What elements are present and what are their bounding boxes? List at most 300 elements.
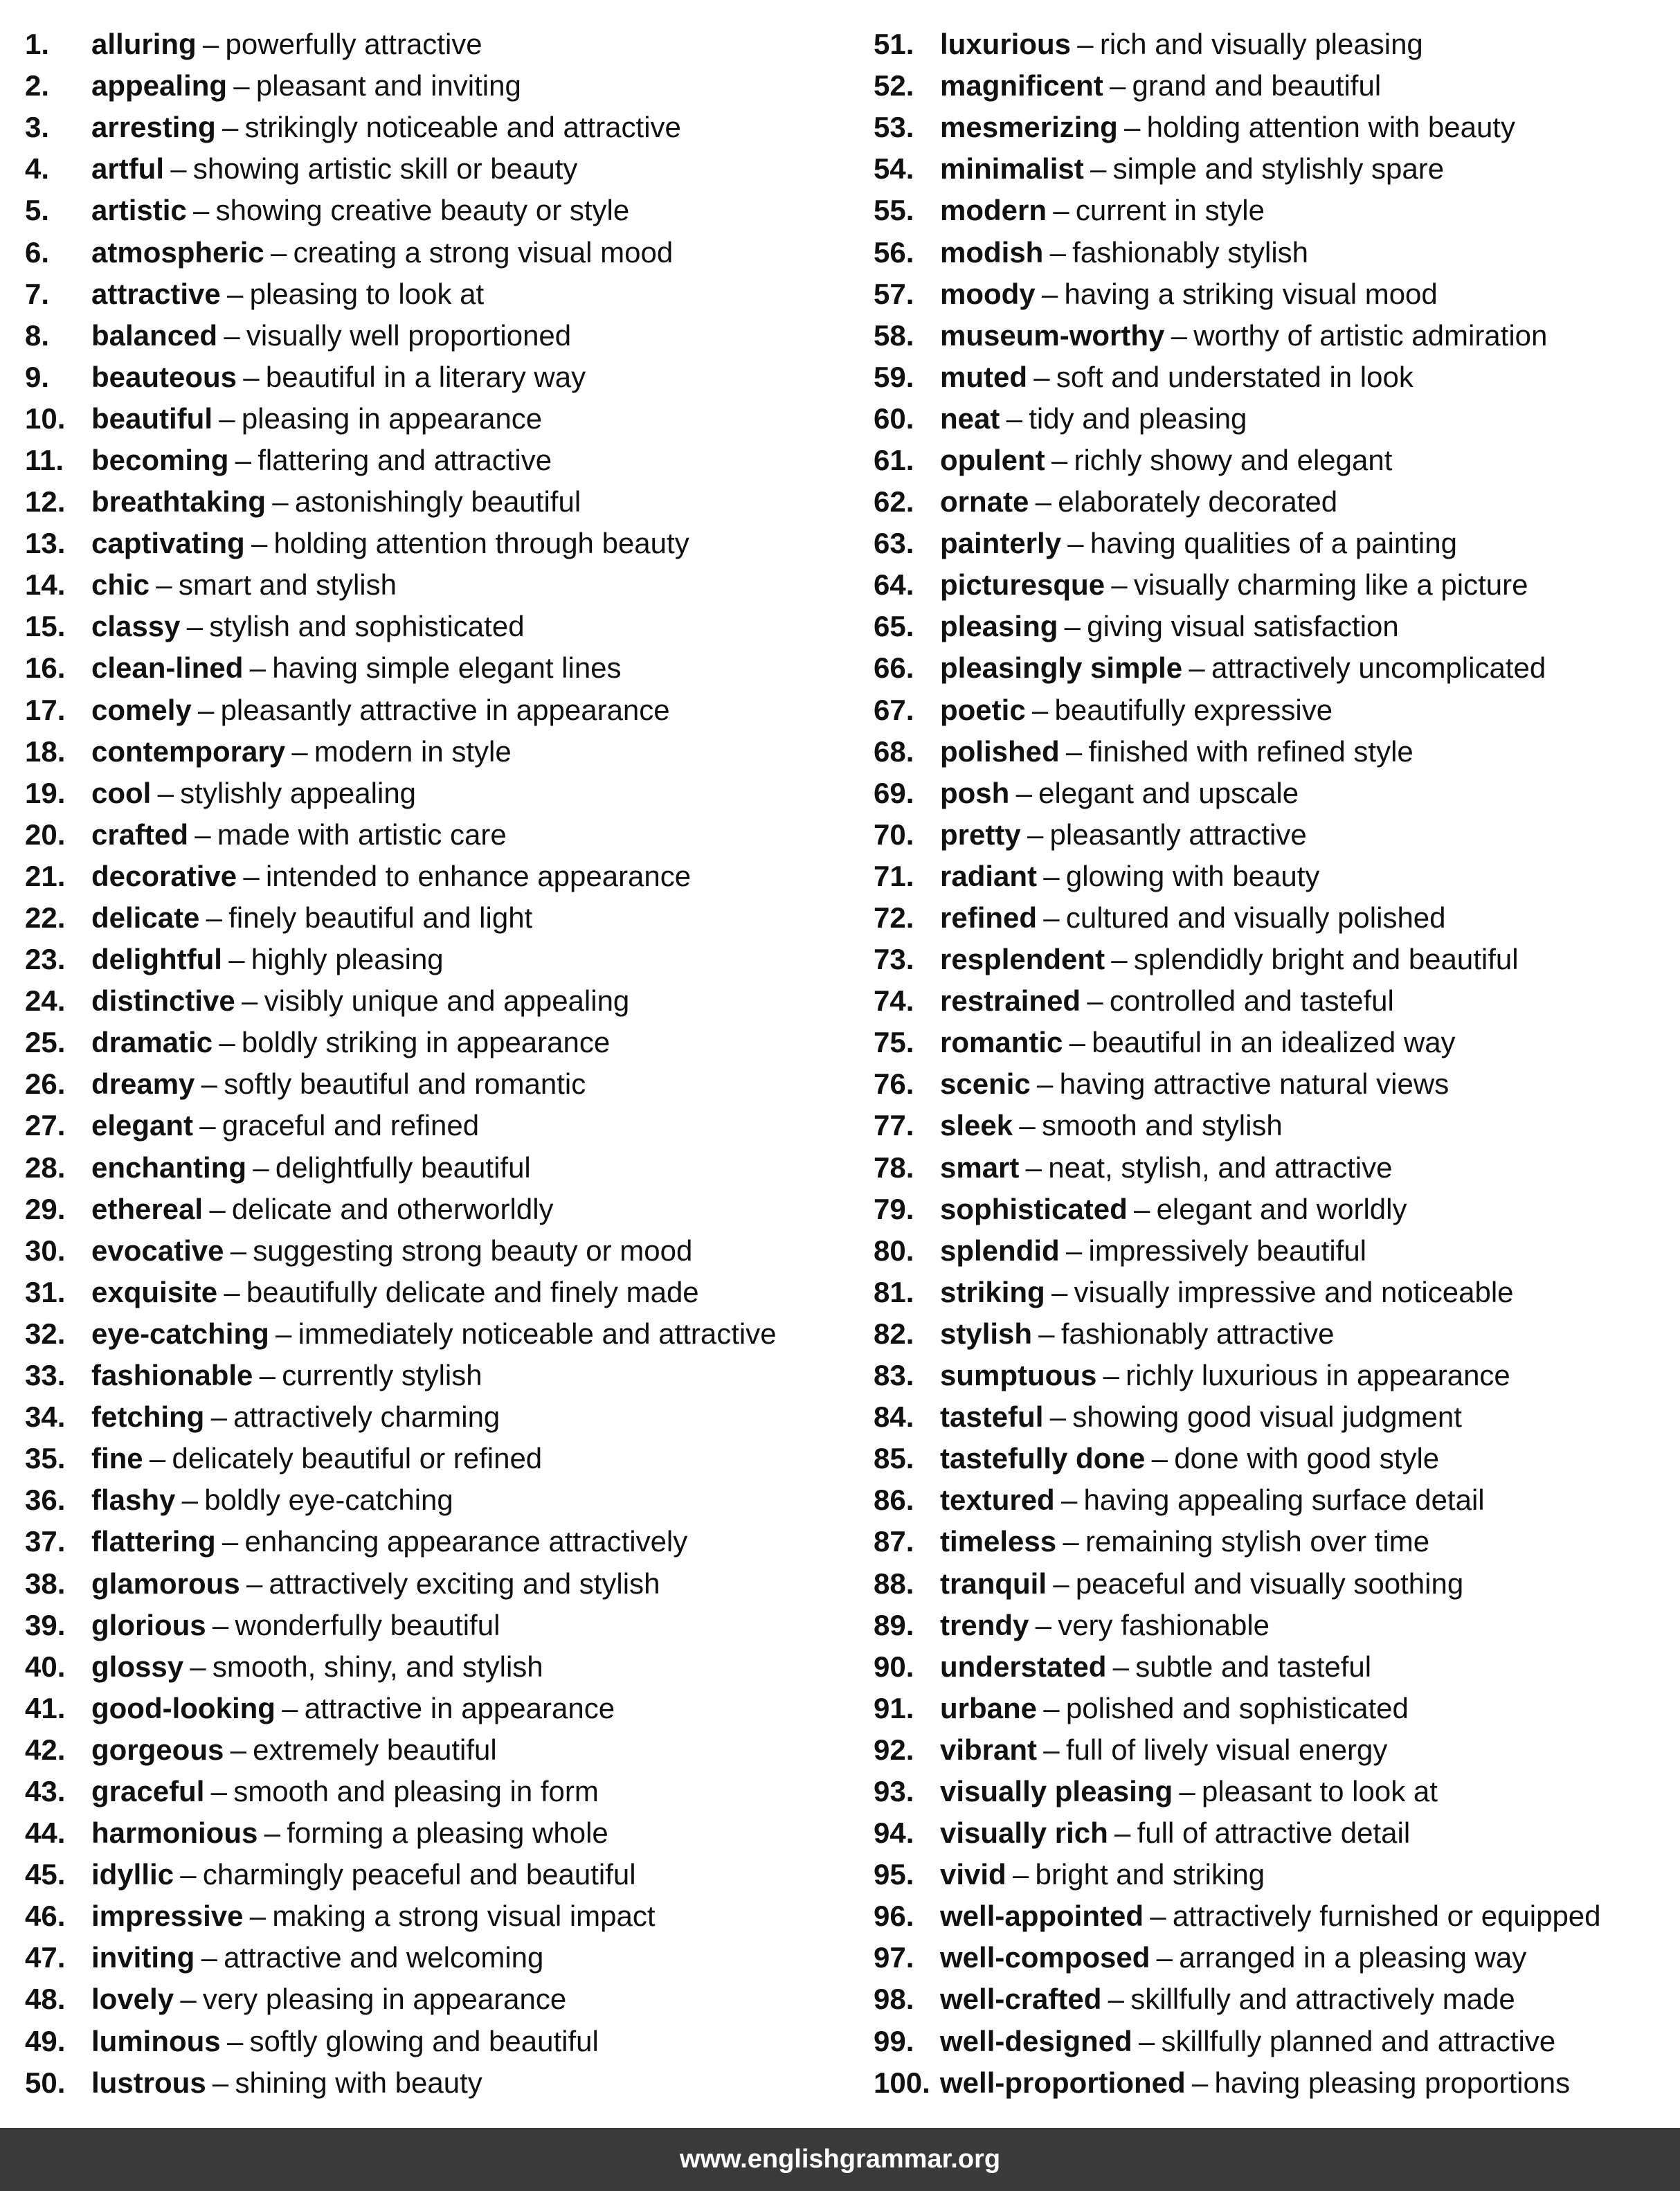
item-term: exquisite (91, 1275, 218, 1308)
item-definition: strikingly noticeable and attractive (244, 111, 681, 144)
list-item (874, 1479, 1670, 1521)
item-term: textured (940, 1484, 1055, 1517)
item-term: luminous (91, 2024, 221, 2057)
list-item (874, 939, 1670, 980)
item-definition: beautifully delicate and finely made (246, 1275, 699, 1308)
item-term: tastefully done (940, 1442, 1146, 1475)
item-term: glossy (91, 1650, 184, 1683)
list-item (874, 481, 1670, 523)
item-separator: – (291, 734, 308, 768)
list-item (25, 107, 849, 148)
item-separator: – (1138, 2024, 1155, 2057)
item-number: 74. (874, 984, 914, 1018)
list-item (25, 1272, 849, 1313)
item-term: striking (940, 1275, 1045, 1308)
list-item (25, 1854, 849, 1895)
item-term: inviting (91, 1941, 195, 1974)
list-item (25, 190, 849, 231)
item-separator: – (1087, 984, 1103, 1018)
item-term: luxurious (940, 28, 1072, 61)
item-definition: showing creative beauty or style (215, 194, 630, 227)
item-number: 2. (25, 69, 50, 102)
item-definition: finely beautiful and light (228, 901, 533, 935)
item-number: 94. (874, 1816, 914, 1850)
item-definition: flattering and attractive (258, 443, 552, 476)
item-definition: finished with refined style (1088, 734, 1413, 768)
item-term: smart (940, 1151, 1020, 1184)
item-number: 28. (25, 1151, 66, 1184)
item-number: 45. (25, 1858, 66, 1891)
item-separator: – (1006, 402, 1022, 435)
item-term: pleasingly simple (940, 651, 1183, 685)
item-number: 25. (25, 1026, 66, 1059)
list-item (25, 897, 849, 939)
item-definition: fashionably attractive (1060, 1317, 1335, 1350)
item-definition: modern in style (314, 734, 512, 768)
item-separator: – (1043, 1733, 1060, 1766)
item-separator: – (235, 443, 251, 476)
item-separator: – (1038, 1317, 1055, 1350)
item-number: 27. (25, 1109, 66, 1142)
list-item (874, 1105, 1670, 1146)
item-separator: – (192, 194, 210, 227)
item-definition: immediately noticeable and attractive (298, 1317, 777, 1350)
item-separator: – (1065, 1234, 1083, 1267)
item-separator: – (227, 277, 244, 310)
item-number: 42. (25, 1733, 66, 1766)
item-number: 4. (25, 152, 50, 186)
item-definition: delightfully beautiful (275, 1151, 531, 1184)
item-definition: simple and stylishly spare (1112, 152, 1445, 186)
list-item (874, 1729, 1670, 1771)
list-item (25, 1605, 849, 1646)
list-item (874, 1313, 1670, 1355)
item-term: tranquil (940, 1567, 1047, 1600)
list-item (874, 2021, 1670, 2062)
item-term: moody (940, 277, 1036, 310)
item-definition: visually impressive and noticeable (1074, 1275, 1514, 1308)
item-term: pretty (940, 818, 1021, 851)
item-definition: beautiful in an idealized way (1092, 1026, 1456, 1059)
item-separator: – (1109, 69, 1126, 102)
footer-url[interactable]: www.englishgrammar.org (679, 2145, 1001, 2174)
item-number: 57. (874, 277, 914, 310)
item-separator: – (1108, 1983, 1124, 2016)
item-number: 65. (874, 610, 914, 643)
item-term: cool (91, 776, 152, 809)
item-number: 59. (874, 360, 914, 393)
item-separator: – (264, 1816, 280, 1850)
item-definition: attractively exciting and stylish (269, 1567, 660, 1600)
item-definition: tidy and pleasing (1029, 402, 1247, 435)
list-item (874, 1978, 1670, 2020)
item-term: crafted (91, 818, 189, 851)
list-item (25, 1937, 849, 1978)
item-definition: showing artistic skill or beauty (192, 152, 578, 186)
item-number: 8. (25, 318, 50, 352)
item-number: 38. (25, 1567, 66, 1600)
list-item (25, 1396, 849, 1438)
item-definition: stylish and sophisticated (209, 610, 525, 643)
list-item (874, 606, 1670, 647)
item-number: 77. (874, 1109, 914, 1142)
item-number: 87. (874, 1525, 914, 1558)
item-definition: smooth, shiny, and stylish (212, 1650, 543, 1683)
item-definition: attractive in appearance (304, 1691, 615, 1724)
item-term: posh (940, 776, 1010, 809)
item-number: 60. (874, 402, 914, 435)
item-definition: pleasant and inviting (255, 69, 521, 102)
item-number: 10. (25, 402, 66, 435)
item-separator: – (209, 1192, 226, 1225)
list-item (874, 1646, 1670, 1688)
item-term: ornate (940, 485, 1029, 519)
item-definition: smooth and stylish (1041, 1109, 1283, 1142)
item-separator: – (202, 28, 219, 61)
item-definition: attractive and welcoming (224, 1941, 544, 1974)
item-number: 23. (25, 943, 66, 976)
list-item (874, 398, 1670, 440)
item-definition: powerfully attractive (225, 28, 482, 61)
item-term: distinctive (91, 984, 235, 1018)
item-definition: worthy of artistic admiration (1193, 318, 1548, 352)
item-number: 18. (25, 734, 66, 768)
item-term: delightful (91, 943, 222, 976)
item-number: 75. (874, 1026, 914, 1059)
item-separator: – (1051, 1275, 1068, 1308)
list-item (874, 1355, 1670, 1396)
item-number: 93. (874, 1774, 914, 1807)
item-term: trendy (940, 1608, 1029, 1641)
list-item (874, 1771, 1670, 1812)
list-item (25, 1105, 849, 1146)
item-separator: – (210, 1400, 227, 1434)
item-term: sophisticated (940, 1192, 1128, 1225)
item-term: urbane (940, 1691, 1038, 1724)
item-definition: very pleasing in appearance (202, 1983, 567, 2016)
item-separator: – (195, 818, 211, 851)
item-number: 71. (874, 859, 914, 892)
item-separator: – (157, 776, 174, 809)
list-item (874, 689, 1670, 731)
item-term: clean-lined (91, 651, 244, 685)
list-item (25, 1688, 849, 1729)
item-definition: visually well proportioned (246, 318, 572, 352)
item-term: breathtaking (91, 485, 267, 519)
item-number: 62. (874, 485, 914, 519)
item-separator: – (272, 485, 289, 519)
item-term: chic (91, 568, 150, 602)
item-term: gorgeous (91, 1733, 224, 1766)
item-definition: visually charming like a picture (1133, 568, 1528, 602)
item-number: 29. (25, 1192, 66, 1225)
list-item (25, 1812, 849, 1854)
item-term: attractive (91, 277, 221, 310)
item-definition: full of lively visual energy (1065, 1733, 1388, 1766)
list-item (874, 564, 1670, 606)
item-definition: beautifully expressive (1054, 693, 1333, 726)
item-term: visually pleasing (940, 1774, 1173, 1807)
list-item (874, 1562, 1670, 1604)
list-item (874, 856, 1670, 897)
item-number: 13. (25, 527, 66, 560)
item-term: vibrant (940, 1733, 1038, 1766)
item-separator: – (201, 1941, 217, 1974)
item-term: resplendent (940, 943, 1105, 976)
item-term: splendid (940, 1234, 1060, 1267)
item-definition: wonderfully beautiful (235, 1608, 500, 1641)
item-term: picturesque (940, 568, 1105, 602)
list-item (25, 398, 849, 440)
item-separator: – (249, 1900, 267, 1933)
list-item (874, 24, 1670, 65)
item-term: lovely (91, 1983, 174, 2016)
list-item (25, 1189, 849, 1230)
item-definition: having pleasing proportions (1214, 2066, 1571, 2099)
item-definition: glowing with beauty (1065, 859, 1320, 892)
item-separator: – (282, 1691, 298, 1724)
list-item (874, 647, 1670, 689)
item-definition: boldly striking in appearance (241, 1026, 611, 1059)
item-number: 98. (874, 1983, 914, 2016)
item-separator: – (1150, 1900, 1166, 1933)
item-definition: done with good style (1174, 1442, 1440, 1475)
item-separator: – (230, 1733, 246, 1766)
list-item (874, 440, 1670, 481)
item-number: 88. (874, 1567, 914, 1600)
item-term: artistic (91, 194, 187, 227)
item-definition: full of attractive detail (1137, 1816, 1411, 1850)
item-separator: – (1063, 1525, 1079, 1558)
item-definition: delicately beautiful or refined (172, 1442, 543, 1475)
item-number: 97. (874, 1941, 914, 1974)
item-term: romantic (940, 1026, 1063, 1059)
item-term: arresting (91, 111, 216, 144)
item-separator: – (1049, 235, 1066, 269)
item-separator: – (243, 859, 260, 892)
item-separator: – (1043, 901, 1060, 935)
item-definition: smart and stylish (178, 568, 397, 602)
item-separator: – (1067, 527, 1084, 560)
item-separator: – (212, 1608, 229, 1641)
item-number: 96. (874, 1900, 914, 1933)
item-separator: – (1111, 568, 1128, 602)
item-definition: having appealing surface detail (1083, 1484, 1485, 1517)
list-item (25, 731, 849, 773)
item-term: beauteous (91, 360, 237, 393)
list-item (25, 1230, 849, 1272)
list-item (874, 1937, 1670, 1978)
list-item (874, 1895, 1670, 1937)
item-number: 82. (874, 1317, 914, 1350)
list-item (874, 731, 1670, 773)
list-item (25, 1895, 849, 1937)
list-item (25, 1022, 849, 1063)
item-separator: – (1124, 111, 1141, 144)
list-item (25, 564, 849, 606)
item-term: dramatic (91, 1026, 213, 1059)
item-term: visually rich (940, 1816, 1108, 1850)
item-number: 41. (25, 1691, 66, 1724)
list-item (25, 231, 849, 273)
list-item (25, 856, 849, 897)
item-number: 72. (874, 901, 914, 935)
item-term: elegant (91, 1109, 194, 1142)
item-separator: – (224, 1275, 240, 1308)
item-number: 19. (25, 776, 66, 809)
item-separator: – (1015, 776, 1032, 809)
item-term: modern (940, 194, 1047, 227)
item-number: 36. (25, 1484, 66, 1517)
item-number: 26. (25, 1067, 66, 1101)
item-number: 54. (874, 152, 914, 186)
list-item (25, 357, 849, 398)
list-item (874, 1022, 1670, 1063)
item-separator: – (1077, 28, 1094, 61)
item-number: 56. (874, 235, 914, 269)
item-number: 53. (874, 111, 914, 144)
item-term: enchanting (91, 1151, 247, 1184)
item-definition: polished and sophisticated (1065, 1691, 1409, 1724)
list-item (874, 980, 1670, 1022)
item-term: balanced (91, 318, 218, 352)
list-item (874, 148, 1670, 190)
item-term: stylish (940, 1317, 1033, 1350)
item-definition: showing good visual judgment (1072, 1400, 1462, 1434)
list-item (874, 1147, 1670, 1189)
item-definition: enhancing appearance attractively (244, 1525, 688, 1558)
item-separator: – (1035, 1608, 1051, 1641)
item-definition: pleasing in appearance (241, 402, 543, 435)
item-number: 78. (874, 1151, 914, 1184)
item-number: 70. (874, 818, 914, 851)
item-separator: – (230, 1234, 247, 1267)
item-term: appealing (91, 69, 228, 102)
item-number: 22. (25, 901, 66, 935)
item-number: 66. (874, 651, 914, 685)
item-separator: – (156, 568, 172, 602)
item-number: 24. (25, 984, 66, 1018)
item-definition: having a striking visual mood (1064, 277, 1438, 310)
item-separator: – (199, 1109, 216, 1142)
item-separator: – (201, 1067, 218, 1101)
item-number: 1. (25, 28, 50, 61)
item-term: becoming (91, 443, 229, 476)
list-item (874, 107, 1670, 148)
item-separator: – (1043, 859, 1060, 892)
item-term: classy (91, 610, 181, 643)
item-separator: – (1053, 194, 1069, 227)
item-number: 30. (25, 1234, 66, 1267)
item-number: 31. (25, 1275, 66, 1308)
item-definition: shining with beauty (235, 2066, 482, 2099)
list-item (25, 939, 849, 980)
item-separator: – (1189, 651, 1205, 685)
list-item (25, 440, 849, 481)
item-definition: very fashionable (1058, 1608, 1270, 1641)
item-number: 16. (25, 651, 66, 685)
list-item (874, 1854, 1670, 1895)
item-definition: subtle and tasteful (1135, 1650, 1372, 1683)
item-separator: – (1035, 485, 1051, 519)
item-definition: intended to enhance appearance (265, 859, 692, 892)
list-item (874, 2062, 1670, 2104)
item-term: tasteful (940, 1400, 1044, 1434)
item-separator: – (222, 1525, 239, 1558)
item-term: eye-catching (91, 1317, 269, 1350)
item-number: 37. (25, 1525, 66, 1558)
item-term: fetching (91, 1400, 205, 1434)
item-term: restrained (940, 984, 1081, 1018)
list-item (874, 773, 1670, 814)
item-definition: softly glowing and beautiful (249, 2024, 599, 2057)
item-number: 76. (874, 1067, 914, 1101)
item-definition: remaining stylish over time (1085, 1525, 1430, 1558)
item-number: 11. (25, 443, 64, 476)
item-definition: visibly unique and appealing (264, 984, 630, 1018)
item-term: refined (940, 901, 1038, 935)
item-separator: – (190, 1650, 206, 1683)
item-separator: – (1151, 1442, 1168, 1475)
item-separator: – (251, 527, 268, 560)
item-definition: giving visual satisfaction (1087, 610, 1399, 643)
item-separator: – (1069, 1026, 1085, 1059)
item-definition: controlled and tasteful (1109, 984, 1394, 1018)
item-term: well-designed (940, 2024, 1132, 2057)
item-term: fashionable (91, 1359, 253, 1392)
item-separator: – (1041, 277, 1058, 310)
item-number: 91. (874, 1691, 914, 1724)
item-term: captivating (91, 527, 245, 560)
item-definition: beautiful in a literary way (265, 360, 586, 393)
list-item (25, 1147, 849, 1189)
item-number: 73. (874, 943, 914, 976)
item-number: 5. (25, 194, 50, 227)
item-number: 64. (874, 568, 914, 602)
item-separator: – (1025, 1151, 1042, 1184)
list-item (25, 1729, 849, 1771)
item-definition: richly luxurious in appearance (1126, 1359, 1510, 1392)
item-definition: softly beautiful and romantic (224, 1067, 586, 1101)
item-term: comely (91, 693, 192, 726)
item-definition: elaborately decorated (1058, 485, 1338, 519)
item-term: scenic (940, 1067, 1031, 1101)
item-definition: attractively furnished or equipped (1172, 1900, 1601, 1933)
item-separator: – (246, 1567, 263, 1600)
item-term: modish (940, 235, 1044, 269)
item-number: 21. (25, 859, 66, 892)
item-number: 35. (25, 1442, 66, 1475)
item-number: 50. (25, 2066, 66, 2099)
item-number: 9. (25, 360, 50, 393)
item-definition: stylishly appealing (180, 776, 417, 809)
list-item (25, 1646, 849, 1688)
item-separator: – (186, 610, 204, 643)
item-definition: made with artistic care (217, 818, 507, 851)
item-number: 89. (874, 1608, 914, 1641)
item-term: idyllic (91, 1858, 174, 1891)
item-separator: – (228, 943, 245, 976)
item-separator: – (1064, 610, 1081, 643)
item-definition: extremely beautiful (253, 1733, 497, 1766)
item-number: 7. (25, 277, 50, 310)
item-separator: – (224, 318, 240, 352)
item-number: 85. (874, 1442, 914, 1475)
item-separator: – (1179, 1774, 1195, 1807)
list-item (874, 1396, 1670, 1438)
item-definition: making a strong visual impact (272, 1900, 656, 1933)
list-item (25, 481, 849, 523)
